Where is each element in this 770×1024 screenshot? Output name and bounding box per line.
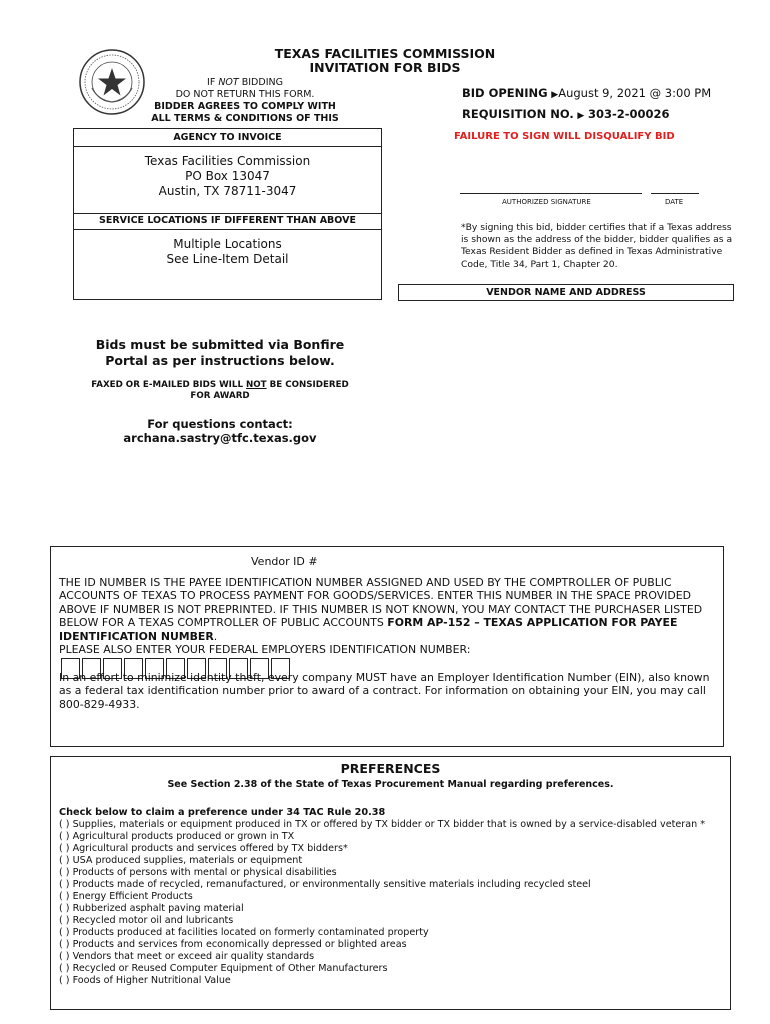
not-bidding-notice (120, 77, 370, 125)
contact-label: For questions contact: (147, 417, 293, 431)
agency-line-3: Austin, TX 78711-3047 (158, 184, 297, 198)
preference-item[interactable]: ( ) Supplies, materials or equipment produced in TX or offered by TX bidder or TX bidder that is owned by a service-disabled veteran * (59, 819, 706, 830)
agency-address (74, 147, 381, 199)
title-line-2: INVITATION FOR BIDS (309, 60, 461, 75)
triangle-right-icon: ▶ (577, 111, 585, 121)
preference-item[interactable]: ( ) Agricultural products and services offered by TX bidders* (59, 843, 348, 854)
faxed-line-2: FOR AWARD (190, 391, 250, 401)
not-bidding-not: NOT (218, 77, 239, 88)
failure-notice (454, 131, 675, 142)
bid-opening-label: BID OPENING (462, 86, 548, 100)
vendor-id-box (50, 546, 724, 747)
not-bidding-prefix: IF (207, 77, 219, 88)
service-locations (74, 230, 381, 267)
triangle-right-icon: ▶ (551, 90, 559, 100)
requisition (462, 105, 711, 126)
service-heading: SERVICE LOCATIONS IF DIFFERENT THAN ABOVE (74, 212, 381, 230)
preferences-box (50, 756, 731, 1010)
preference-item[interactable]: ( ) Energy Efficient Products (59, 891, 193, 902)
signature-line[interactable] (460, 193, 642, 194)
contact-email[interactable]: archana.sastry@tfc.texas.gov (123, 431, 317, 445)
preference-item[interactable]: ( ) Recycled motor oil and lubricants (59, 915, 234, 926)
vendor-id-label: Vendor ID # (251, 555, 318, 568)
service-box (73, 212, 382, 300)
ein-info-text: In an effort to minimize identity theft, every company MUST have an Employer Identification Number (EIN), also known as a federal tax identification number prior to award of a contract. For information on obtaining your EIN, you may call 800-829-4933. (59, 671, 710, 711)
certification-text: *By signing this bid, bidder certifies that if a Texas address is shown as the address of the bidder, bidder qualifies as a Texas Resident Bidder as defined in Texas Administrative Code, Title 34, Part 1, Chapter 20. (461, 222, 733, 270)
preference-item[interactable]: ( ) Products and services from economically depressed or blighted areas (59, 939, 407, 950)
preference-item[interactable]: ( ) Products made of recycled, remanufactured, or environmentally sensitive materials including recycled steel (59, 879, 591, 890)
do-not-return: DO NOT RETURN THIS FORM. (175, 89, 315, 100)
not-bidding-line (120, 77, 370, 89)
payee-id-text (59, 576, 719, 656)
vendor-bar-label: VENDOR NAME AND ADDRESS (486, 287, 646, 298)
preference-item[interactable]: ( ) Rubberized asphalt paving material (59, 903, 244, 914)
faxed-line-1 (80, 380, 360, 391)
preference-item[interactable]: ( ) Products produced at facilities located on formerly contaminated property (59, 927, 429, 938)
authorized-signature-label: AUTHORIZED SIGNATURE (502, 198, 591, 206)
bid-opening (462, 84, 711, 105)
not-bidding-suffix: BIDDING (238, 77, 283, 88)
failure-notice-text: FAILURE TO SIGN WILL DISQUALIFY BID (454, 131, 675, 142)
faxed-prefix: FAXED OR E-MAILED BIDS WILL (91, 380, 247, 390)
preferences-check-label: Check below to claim a preference under 34 TAC Rule 20.38 (59, 807, 386, 818)
bonfire-notice (80, 337, 360, 369)
preference-item[interactable]: ( ) Recycled or Reused Computer Equipment of Other Manufacturers (59, 963, 388, 974)
payee-id-form: FORM AP-152 – TEXAS APPLICATION FOR PAYEE IDENTIFICATION NUMBER (59, 616, 678, 643)
vendor-name-address-bar[interactable] (398, 284, 734, 301)
service-line-1: Multiple Locations (173, 237, 282, 251)
preferences-list (59, 819, 724, 987)
preference-item[interactable]: ( ) Vendors that meet or exceed air quality standards (59, 951, 315, 962)
agree-line-2: ALL TERMS & CONDITIONS OF THIS (151, 113, 339, 124)
payee-id-end: . (213, 629, 218, 643)
bid-info (462, 84, 711, 126)
preferences-title: PREFERENCES (340, 761, 441, 776)
bonfire-line-1: Bids must be submitted via Bonfire (95, 337, 345, 352)
bid-opening-value: August 9, 2021 @ 3:00 PM (558, 86, 712, 100)
preference-item[interactable]: ( ) Foods of Higher Nutritional Value (59, 975, 231, 986)
service-line-2: See Line-Item Detail (166, 252, 289, 266)
agency-line-2: PO Box 13047 (185, 169, 270, 183)
title-line-1: TEXAS FACILITIES COMMISSION (274, 46, 496, 61)
date-label: DATE (665, 198, 684, 206)
date-line[interactable] (651, 193, 699, 194)
header-title (200, 47, 570, 75)
agency-line-1: Texas Facilities Commission (144, 154, 311, 168)
agree-line-1: BIDDER AGREES TO COMPLY WITH (154, 101, 336, 112)
preference-item[interactable]: ( ) Products of persons with mental or physical disabilities (59, 867, 337, 878)
agency-box (73, 128, 382, 214)
preference-item[interactable]: ( ) Agricultural products produced or grown in TX (59, 831, 295, 842)
preference-item[interactable]: ( ) USA produced supplies, materials or equipment (59, 855, 303, 866)
preferences-subtitle: See Section 2.38 of the State of Texas Procurement Manual regarding preferences. (167, 779, 614, 790)
contact-info (80, 417, 360, 445)
faxed-suffix: BE CONSIDERED (266, 380, 349, 390)
federal-ein-line: PLEASE ALSO ENTER YOUR FEDERAL EMPLOYERS IDENTIFICATION NUMBER: (59, 643, 471, 657)
faxed-notice (80, 380, 360, 402)
bonfire-line-2: Portal as per instructions below. (105, 353, 335, 368)
requisition-value: 303-2-00026 (587, 107, 670, 121)
agency-heading: AGENCY TO INVOICE (74, 129, 381, 147)
faxed-not: NOT (246, 380, 267, 390)
payee-id-main: THE ID NUMBER IS THE PAYEE IDENTIFICATION NUMBER ASSIGNED AND USED BY THE COMPTROLLER OF PUBLIC ACCOUNTS OF TEXAS TO PROCESS PAYMENT FOR GOODS/SERVICES. ENTER THIS NUMBER IN THE SPACE PROVIDED ABOVE IF NUMBER IS NOT PREPRINTED. IF THIS NUMBER IS NOT KNOWN, YOU MAY CONTACT THE PURCHASER LISTED BELOW FOR A TEXAS COMPTROLLER OF PUBLIC ACCOUNTS (59, 576, 703, 630)
requisition-label: REQUISITION NO. (462, 107, 574, 121)
